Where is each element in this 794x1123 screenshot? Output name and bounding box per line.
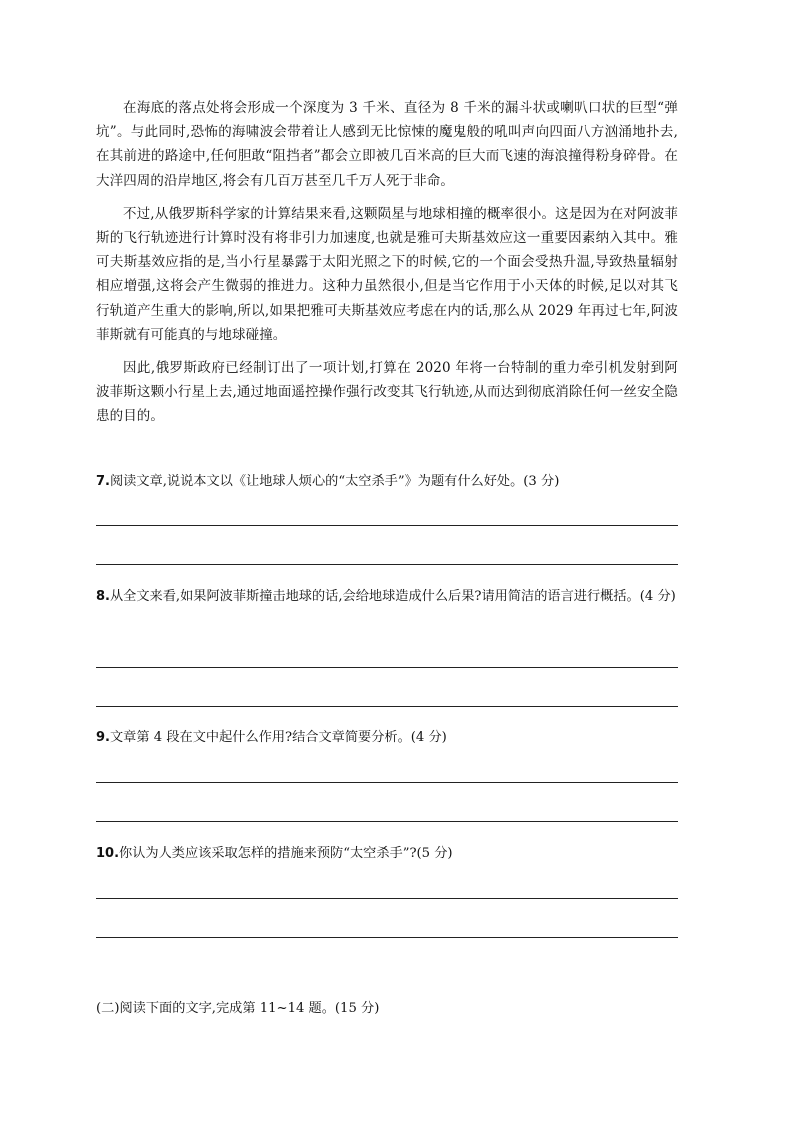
question-text: 从全文来看,如果阿波菲斯撞击地球的话,会给地球造成什么后果?请用简洁的语言进行概括。(4 分)	[109, 589, 676, 604]
question-7	[96, 470, 686, 494]
answer-line[interactable]	[96, 782, 678, 783]
question-9	[96, 726, 686, 750]
question-text: 阅读文章,说说本文以《让地球人烦心的“太空杀手”》为题有什么好处。(3 分)	[109, 474, 560, 489]
paragraph: 在海底的落点处将会形成一个深度为 3 千米、直径为 8 千米的漏斗状或喇叭口状的巨型“弹坑”。与此同时,恐怖的海啸波会带着让人感到无比惊悚的魔鬼般的吼叫声向四面八方汹涌地扑去,在其前进的路途中,任何胆敢“阻挡者”都会立即被几百米高的巨大而飞速的海浪撞得粉身碎骨。在大洋四周的沿岸地区,将会有几百万甚至几千万人死于非命。	[96, 100, 678, 189]
passage	[96, 96, 678, 438]
answer-line[interactable]	[96, 667, 678, 668]
question-number: 8.	[96, 589, 110, 604]
section-heading	[96, 997, 686, 1021]
question-8	[96, 585, 686, 609]
paragraph: 不过,从俄罗斯科学家的计算结果来看,这颗陨星与地球相撞的概率很小。这是因为在对阿波菲斯的飞行轨迹进行计算时没有将非引力加速度,也就是雅可夫斯基效应这一重要因素纳入其中。雅可夫斯基效应指的是,当小行星暴露于太阳光照之下的时候,它的一个面会受热升温,导致热量辐射相应增强,这将会产生微弱的推进力。这种力虽然很小,但是当它作用于小天体的时候,足以对其飞行轨道产生重大的影响,所以,如果把雅可夫斯基效应考虑在内的话,那么从 2029 年再过七年,阿波菲斯就有可能真的与地球碰撞。	[96, 205, 678, 343]
answer-line[interactable]	[96, 525, 678, 526]
question-number: 10.	[96, 846, 120, 861]
answer-line[interactable]	[96, 564, 678, 565]
answer-line[interactable]	[96, 937, 678, 938]
paragraph: 因此,俄罗斯政府已经制订出了一项计划,打算在 2020 年将一台特制的重力牵引机发射到阿波菲斯这颗小行星上去,通过地面遥控操作强行改变其飞行轨迹,从而达到彻底消除任何一丝安全隐患的目的。	[96, 360, 678, 425]
answer-line[interactable]	[96, 706, 678, 707]
section-heading-text: (二)阅读下面的文字,完成第 11~14 题。(15 分)	[96, 1001, 380, 1016]
question-10	[96, 842, 686, 866]
question-number: 7.	[96, 474, 110, 489]
question-number: 9.	[96, 730, 110, 745]
question-text: 文章第 4 段在文中起什么作用?结合文章简要分析。(4 分)	[109, 730, 447, 745]
question-text: 你认为人类应该采取怎样的措施来预防“太空杀手”?(5 分)	[119, 846, 453, 861]
answer-line[interactable]	[96, 821, 678, 822]
answer-line[interactable]	[96, 898, 678, 899]
